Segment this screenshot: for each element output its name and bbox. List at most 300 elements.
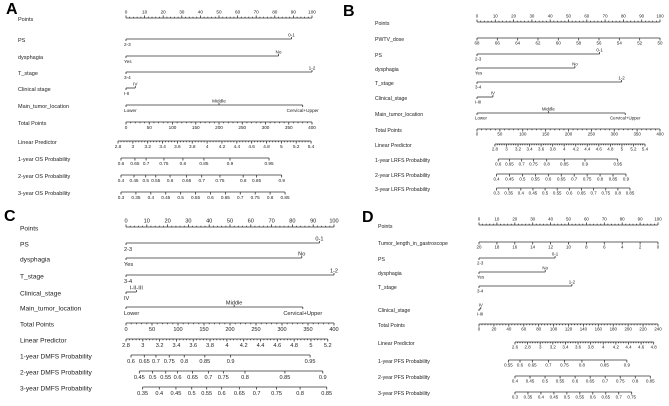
tick-label: 0.9	[278, 178, 285, 183]
tick-label: 70	[253, 9, 259, 15]
tick-label: 0.75	[215, 178, 225, 183]
tick-label: 60	[235, 9, 241, 15]
tick-label: 52	[637, 40, 643, 46]
nomogram-row	[375, 14, 664, 27]
tick-label: 0.95	[304, 359, 316, 366]
row-label: 1-year PFS Probability	[378, 358, 430, 365]
tick-label: 0	[475, 131, 479, 137]
tick-label: 4.4	[625, 344, 632, 350]
tick-label: 5	[309, 343, 313, 350]
level-label: 0-1	[551, 251, 559, 257]
row-label: Linear Predictor	[378, 340, 415, 347]
tick-label: 10	[566, 244, 571, 250]
tick-label: 250	[238, 125, 247, 130]
row-label: T_stage	[375, 80, 394, 87]
row-label: PS	[375, 52, 382, 59]
row-label: PWTV_dose	[375, 36, 405, 43]
tick-label: 0.85	[279, 375, 291, 382]
nomogram-row	[375, 128, 664, 137]
tick-label: 200	[225, 327, 235, 334]
tick-label: 0.95	[264, 161, 274, 166]
tick-label: 2.6	[511, 344, 519, 350]
tick-label: 0.6	[207, 195, 214, 200]
level-label: 2-3	[124, 42, 131, 47]
tick-label: 60	[584, 13, 590, 19]
row-label: Points	[20, 225, 39, 233]
tick-label: 5.4	[641, 146, 649, 152]
panel-letter: A	[6, 1, 18, 18]
nomogram-row	[20, 286, 143, 303]
tick-label: 40	[548, 216, 554, 222]
tick-label: 0.85	[600, 362, 609, 368]
tick-label: 3.8	[587, 344, 594, 350]
row-label: 3-year PFS Probability	[378, 390, 430, 397]
tick-label: 0.9	[623, 362, 630, 368]
tick-label: 180	[609, 326, 617, 332]
level-label: 2-3	[124, 247, 133, 254]
tick-label: 4.6	[595, 146, 602, 152]
nomogram-row	[20, 353, 316, 365]
tick-label: 0.6	[572, 378, 579, 384]
tick-label: 20	[511, 13, 517, 19]
tick-label: 160	[594, 326, 603, 332]
tick-label: 0.65	[601, 394, 611, 400]
tick-label: 0.55	[531, 176, 540, 182]
tick-label: 0.5	[148, 375, 157, 382]
tick-label: 0.35	[504, 190, 513, 196]
nomogram-row	[378, 323, 662, 332]
nomogram-row	[375, 48, 603, 62]
tick-label: 62	[535, 40, 541, 46]
tick-label: 0.75	[601, 190, 611, 196]
tick-label: 0.8	[266, 195, 274, 200]
tick-label: 4.6	[638, 344, 645, 350]
tick-label: 80	[289, 218, 296, 225]
tick-label: 3.2	[144, 144, 151, 149]
tick-label: 4.2	[218, 144, 226, 149]
row-label: T_stage	[20, 273, 44, 281]
tick-label: 4	[205, 144, 209, 149]
row-label: 1-year LRFS Probability	[375, 157, 431, 164]
tick-label: 0.8	[180, 359, 189, 366]
tick-label: 0.65	[528, 362, 537, 368]
tick-label: 40	[547, 13, 553, 19]
tick-label: 0.6	[589, 394, 596, 400]
row-label: 2-year LRFS Probability	[375, 172, 431, 179]
tick-label: 200	[624, 326, 632, 332]
level-label: I-II	[124, 91, 130, 96]
tick-label: 0.4	[117, 178, 125, 183]
level-label: 1-2	[329, 268, 339, 275]
tick-label: 0.7	[571, 176, 578, 182]
row-label: Total Points	[18, 120, 47, 127]
tick-label: 12	[548, 244, 554, 250]
tick-label: 0.6	[166, 178, 174, 183]
nomogram-row	[18, 10, 316, 23]
level-label: No	[542, 265, 549, 271]
level-label: Yes	[475, 70, 483, 76]
tick-label: 5.2	[630, 146, 637, 152]
tick-label: 50	[216, 9, 222, 15]
tick-label: 0.4	[155, 391, 164, 398]
tick-label: 68	[474, 40, 480, 46]
tick-label: 70	[602, 13, 608, 19]
tick-label: 4.2	[572, 146, 579, 152]
tick-label: 0.45	[133, 375, 145, 382]
nomogram-panel-b	[343, 3, 664, 196]
tick-label: 2.8	[524, 344, 531, 350]
tick-label: 0.75	[159, 161, 169, 166]
nomogram-row	[378, 241, 660, 250]
tick-label: 0.75	[627, 394, 636, 400]
tick-label: 200	[564, 131, 573, 137]
tick-label: 400	[656, 131, 664, 137]
tick-label: 4.6	[248, 144, 255, 149]
tick-label: 70	[601, 216, 607, 222]
tick-label: 0	[124, 9, 128, 15]
nomogram-row	[18, 66, 316, 81]
tick-label: 0.55	[191, 195, 201, 200]
level-label: Lower	[124, 108, 137, 113]
nomogram-panel-c	[4, 208, 339, 397]
tick-label: 0.65	[556, 176, 566, 182]
tick-label: 20	[512, 216, 518, 222]
tick-label: 4.4	[584, 146, 591, 152]
nomogram-row	[20, 219, 339, 233]
row-label: Total Points	[375, 127, 402, 134]
tick-label: 0.85	[560, 161, 569, 167]
tick-label: 0.85	[199, 161, 209, 166]
nomogram-row	[20, 237, 323, 254]
level-label: IV	[133, 81, 138, 87]
nomogram-row	[20, 337, 332, 349]
nomogram-row	[20, 369, 327, 381]
level-label: No	[298, 251, 306, 258]
tick-label: 0.45	[170, 391, 182, 398]
nomogram-row	[378, 280, 576, 294]
level-label: IV	[490, 90, 496, 96]
tick-label: 0.45	[528, 190, 538, 196]
tick-label: 220	[639, 326, 647, 332]
nomogram-row	[20, 301, 322, 318]
tick-label: 3.2	[514, 146, 522, 152]
nomogram-row	[375, 37, 663, 46]
row-label: 2-year PFS Probability	[378, 374, 430, 381]
row-label: Main_tumor_location	[18, 103, 70, 110]
row-label: 2-year DMFS Probability	[20, 369, 92, 377]
tick-label: 0.8	[632, 378, 639, 384]
tick-label: 0.6	[566, 190, 573, 196]
panel-letter: C	[4, 208, 16, 225]
tick-label: 300	[610, 131, 618, 137]
tick-label: 0.65	[182, 178, 192, 183]
row-label: dysphagia	[20, 256, 51, 264]
tick-label: 0.45	[549, 394, 559, 400]
tick-label: 0	[656, 244, 660, 250]
tick-label: 50	[566, 216, 571, 222]
tick-label: 5.2	[323, 343, 332, 350]
tick-label: 0.3	[117, 195, 125, 200]
level-label: 3-4	[124, 75, 131, 80]
tick-label: 0.4	[511, 378, 519, 384]
tick-label: 120	[564, 326, 573, 332]
tick-label: 0.85	[252, 178, 262, 183]
tick-label: 0.7	[590, 190, 597, 196]
tick-label: 2.8	[122, 343, 130, 350]
tick-label: 20	[160, 9, 166, 15]
tick-label: 0.7	[252, 391, 261, 398]
tick-label: 0.5	[563, 394, 570, 400]
level-label: IV	[478, 302, 483, 308]
tick-label: 0.55	[151, 178, 161, 183]
row-label: T_stage	[378, 284, 397, 291]
tick-label: 16	[512, 244, 518, 250]
tick-label: 4	[562, 146, 566, 152]
tick-label: 5.4	[307, 144, 315, 149]
tick-label: 250	[587, 131, 596, 137]
row-label: Total Points	[378, 322, 405, 329]
tick-label: 0.5	[177, 195, 184, 200]
tick-label: 0.35	[137, 391, 149, 398]
tick-label: 0.4	[517, 190, 524, 196]
nomogram-row	[378, 303, 483, 317]
row-label: 1-year OS Probability	[18, 156, 71, 163]
tick-label: 3	[505, 146, 508, 152]
tick-label: 0.4	[147, 195, 155, 200]
row-label: Main_tumor_location	[20, 305, 82, 313]
tick-label: 3	[141, 343, 145, 350]
tick-label: 0.65	[585, 378, 595, 384]
tick-label: 0.65	[187, 375, 199, 382]
panel-letter: D	[362, 209, 374, 226]
row-label: Points	[375, 20, 390, 27]
tick-label: 0.75	[271, 391, 283, 398]
tick-label: 0.45	[129, 178, 139, 183]
tick-label: 3.4	[526, 146, 533, 152]
tick-label: 4.4	[256, 343, 265, 350]
tick-label: 8	[585, 244, 588, 250]
tick-label: 4	[620, 244, 624, 250]
nomogram-row	[18, 82, 138, 97]
nomogram-row	[378, 217, 662, 230]
tick-label: 0.7	[602, 378, 609, 384]
nomogram-row	[378, 375, 655, 384]
tick-label: 0.8	[179, 161, 187, 166]
row-label: Linear Predictor	[20, 337, 67, 345]
tick-label: 3.6	[189, 343, 198, 350]
tick-label: 0.7	[237, 195, 244, 200]
nomogram-row	[18, 50, 282, 65]
tick-label: 0.7	[518, 161, 525, 167]
nomogram-row	[378, 359, 630, 368]
tick-label: 60	[583, 216, 589, 222]
level-label: Cervical+Upper	[283, 311, 323, 318]
tick-label: 0.8	[296, 391, 305, 398]
tick-label: 50	[226, 218, 234, 225]
tick-label: 0.5	[541, 378, 549, 384]
nomogram-row	[378, 252, 559, 266]
tick-label: 40	[197, 9, 203, 15]
row-label: Points	[18, 16, 34, 23]
tick-label: 2.8	[114, 144, 122, 149]
nomogram-row	[378, 341, 657, 350]
row-label: 3-year LRFS Probability	[375, 186, 431, 193]
tick-label: 0.6	[495, 161, 502, 167]
tick-label: 0.35	[523, 394, 533, 400]
tick-label: 0.6	[516, 362, 524, 368]
tick-label: 0.9	[581, 161, 589, 167]
nomogram-panel-a	[6, 1, 319, 200]
tick-label: 100	[519, 131, 527, 137]
tick-label: 350	[284, 125, 293, 130]
tick-label: 240	[654, 326, 662, 332]
tick-label: 0.8	[543, 161, 550, 167]
level-label: I-III	[475, 99, 482, 105]
tick-label: 90	[290, 9, 296, 15]
nomogram-row	[20, 252, 305, 269]
tick-label: 0.85	[321, 391, 333, 398]
tick-label: 140	[579, 326, 588, 332]
tick-label: 50	[566, 13, 571, 19]
tick-label: 0.65	[577, 190, 586, 196]
tick-label: 0.8	[239, 178, 247, 183]
tick-label: 60	[555, 40, 561, 46]
tick-label: 40	[206, 218, 213, 225]
tick-label: 3	[538, 344, 542, 350]
tick-label: 20	[491, 326, 497, 332]
tick-label: 3.8	[549, 146, 556, 152]
nomogram-row	[18, 157, 274, 166]
level-label: No	[275, 49, 282, 55]
tick-label: 60	[247, 218, 254, 225]
tick-label: 250	[251, 327, 261, 334]
tick-label: 0.65	[233, 391, 245, 398]
tick-label: 0.3	[511, 394, 519, 400]
tick-label: 2.8	[491, 146, 499, 152]
tick-label: 0.55	[552, 190, 562, 196]
tick-label: 5.2	[292, 144, 300, 149]
row-label: Points	[378, 223, 393, 230]
tick-label: 40	[506, 326, 512, 332]
nomogram-row	[18, 33, 295, 48]
tick-label: 0.65	[220, 195, 230, 200]
tick-label: 30	[529, 13, 535, 19]
tick-label: 0.8	[597, 176, 604, 182]
tick-label: 0.75	[250, 195, 260, 200]
tick-label: 80	[536, 326, 542, 332]
level-label: 1-2	[618, 75, 625, 81]
tick-label: 90	[637, 216, 643, 222]
tick-label: 0.95	[613, 161, 623, 167]
level-label: 1-2	[568, 279, 576, 285]
tick-label: 0.75	[615, 378, 625, 384]
tick-label: 0	[477, 216, 481, 222]
level-label: 1-2	[308, 65, 316, 71]
tick-label: 0.85	[646, 378, 655, 384]
level-label: Cervical+Upper	[609, 115, 641, 121]
level-label: No	[572, 61, 578, 67]
tick-label: 0.4	[493, 176, 500, 182]
tick-label: 0	[477, 326, 481, 332]
tick-label: 66	[494, 40, 500, 46]
tick-label: 0.8	[241, 375, 249, 382]
row-label: 3-year OS Probability	[18, 190, 71, 197]
tick-label: 0.45	[161, 195, 171, 200]
tick-label: 0	[124, 327, 128, 334]
tick-label: 0.65	[138, 359, 150, 366]
level-label: 0-1	[288, 32, 295, 38]
tick-label: 3.6	[174, 144, 181, 149]
tick-label: 3.4	[562, 344, 569, 350]
tick-label: 0.9	[226, 359, 235, 366]
tick-label: 0.6	[173, 375, 182, 382]
tick-label: 0.6	[127, 359, 135, 366]
tick-label: 10	[492, 13, 498, 19]
tick-label: 300	[277, 327, 287, 334]
tick-label: 0.9	[226, 161, 234, 166]
level-label: I-II-III	[129, 285, 143, 292]
level-label: Yes	[124, 262, 134, 269]
level-label: Cervical+Upper	[286, 108, 319, 113]
tick-label: 0	[124, 218, 128, 225]
row-label: Clinical_stage	[378, 307, 411, 314]
nomogram-row	[18, 174, 285, 183]
tick-label: 0.4	[537, 394, 544, 400]
tick-label: 150	[191, 125, 200, 130]
level-label: I-III	[477, 311, 484, 317]
tick-label: 0.55	[504, 362, 513, 368]
nomogram-row	[20, 269, 338, 286]
tick-label: 4.8	[263, 144, 270, 149]
nomogram-row	[375, 187, 635, 196]
tick-label: 0.6	[545, 176, 552, 182]
tick-label: 20	[164, 218, 171, 225]
tick-label: 60	[521, 326, 527, 332]
tick-label: 2	[638, 244, 642, 250]
tick-label: 0.55	[201, 391, 213, 398]
tick-label: 4.8	[290, 343, 299, 350]
tick-label: 300	[261, 125, 270, 130]
row-label: Clinical_stage	[20, 290, 62, 298]
tick-label: 0	[475, 13, 479, 19]
tick-label: 90	[310, 218, 317, 225]
nomogram-row	[18, 121, 316, 130]
nomogram-row	[20, 385, 332, 397]
tick-label: 150	[541, 131, 550, 137]
nomogram-panel-d	[362, 209, 662, 400]
level-label: Lower	[475, 115, 488, 121]
tick-label: 0.75	[560, 362, 569, 368]
level-label: 3-4	[477, 288, 484, 294]
level-label: Yes	[477, 274, 485, 280]
tick-label: 50	[146, 125, 152, 130]
nomogram-row	[375, 91, 495, 105]
tick-label: 0.7	[204, 375, 213, 382]
row-label: dysphagia	[375, 66, 399, 73]
row-label: Tumor_length_in_gastroscope	[378, 240, 448, 247]
tick-label: 0.45	[525, 378, 535, 384]
tick-label: 80	[272, 9, 278, 15]
tick-label: 0.3	[493, 190, 500, 196]
tick-label: 4.2	[612, 344, 619, 350]
nomogram-row	[375, 107, 641, 121]
tick-label: 3.6	[574, 344, 582, 350]
tick-label: 350	[303, 327, 313, 334]
tick-label: 100	[654, 216, 662, 222]
level-label: Middle	[541, 106, 555, 112]
tick-label: 0.8	[578, 362, 585, 368]
nomogram-row	[378, 266, 549, 280]
